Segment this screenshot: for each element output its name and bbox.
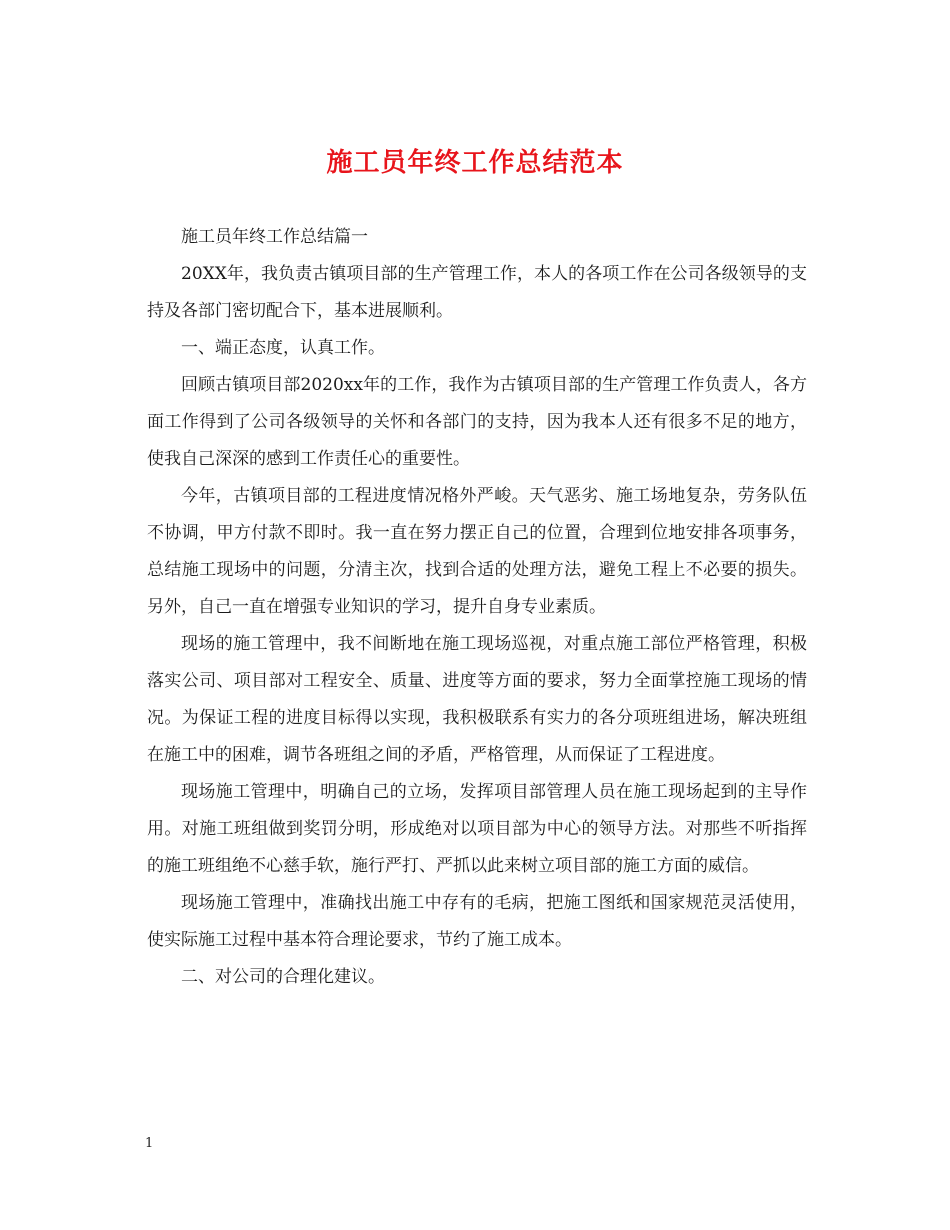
page-number: 1	[145, 1136, 154, 1151]
paragraph: 回顾古镇项目部2020xx年的工作，我作为古镇项目部的生产管理工作负责人，各方面工作得到了公司各级领导的关怀和各部门的支持，因为我本人还有很多不足的地方，使我自己深深的感到工作责任心的重要性。	[147, 375, 807, 469]
document-body	[147, 219, 807, 996]
paragraph: 现场施工管理中，准确找出施工中存有的毛病，把施工图纸和国家规范灵活使用，使实际施工过程中基本符合理论要求，节约了施工成本。	[147, 893, 807, 950]
section-heading: 二、对公司的合理化建议。	[181, 967, 385, 987]
paragraph: 20XX年，我负责古镇项目部的生产管理工作，本人的各项工作在公司各级领导的支持及各部门密切配合下，基本进展顺利。	[147, 264, 807, 321]
paragraph: 今年，古镇项目部的工程进度情况格外严峻。天气恶劣、施工场地复杂，劳务队伍不协调，甲方付款不即时。我一直在努力摆正自己的位置，合理到位地安排各项事务，总结施工现场中的问题，分清主次，找到合适的处理方法，避免工程上不必要的损失。另外，自己一直在增强专业知识的学习，提升自身专业素质。	[147, 486, 807, 617]
paragraph: 现场的施工管理中，我不间断地在施工现场巡视，对重点施工部位严格管理，积极落实公司、项目部对工程安全、质量、进度等方面的要求，努力全面掌控施工现场的情况。为保证工程的进度目标得以实现，我积极联系有实力的各分项班组进场，解决班组在施工中的困难，调节各班组之间的矛盾，严格管理，从而保证了工程进度。	[147, 634, 807, 765]
paragraph: 现场施工管理中，明确自己的立场，发挥项目部管理人员在施工现场起到的主导作用。对施工班组做到奖罚分明，形成绝对以项目部为中心的领导方法。对那些不听指挥的施工班组绝不心慈手软，施行严打、严抓以此来树立项目部的施工方面的威信。	[147, 782, 807, 876]
section-heading: 施工员年终工作总结篇一	[181, 227, 368, 247]
section-heading: 一、端正态度，认真工作。	[181, 338, 385, 358]
document-title: 施工员年终工作总结范本	[326, 148, 624, 178]
